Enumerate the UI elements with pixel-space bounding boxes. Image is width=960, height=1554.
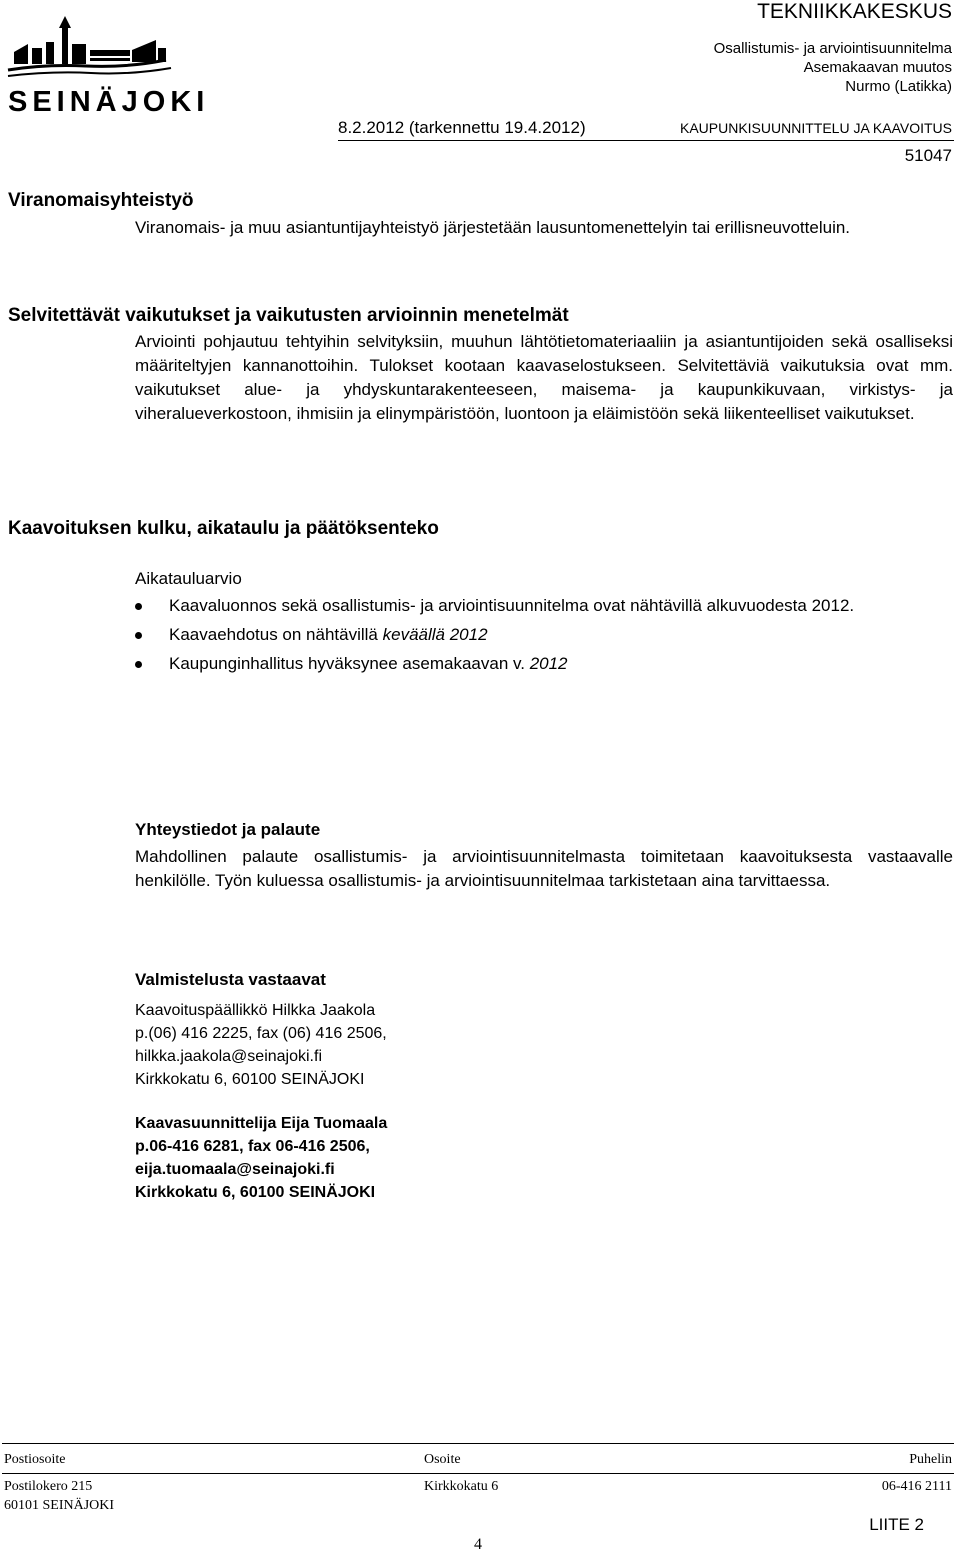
section-title-contact: Yhteystiedot ja palaute [135,820,321,839]
schedule-item-approval-year: 2012 [529,654,568,673]
person2-email: eija.tuomaala@seinajoki.fi [135,1161,335,1178]
document-subject: Asemakaavan muutos [803,59,952,76]
seinajoki-logo [6,14,210,124]
schedule-item-draft: Kaavaluonnos sekä osallistumis- ja arviointisuunnitelma ovat nähtävillä alkuvuodesta 2012. [169,596,855,615]
unit-name: KAUPUNKISUUNNITTELU JA KAAVOITUS [679,120,952,136]
document-type: Osallistumis- ja arviointisuunnitelma [713,40,952,57]
footer-postal-code: 60101 SEINÄJOKI [4,1498,115,1513]
bullet-icon [135,661,142,668]
document-number: 51047 [904,146,952,165]
list-item [135,594,953,618]
city-skyline-icon [6,14,176,84]
footer-postal-label: Postiosoite [4,1452,66,1467]
document-date: 8.2.2012 (tarkennettu 19.4.2012) [338,118,586,137]
person1-address: Kirkkokatu 6, 60100 SEINÄJOKI [135,1071,365,1088]
section-title-responsible: Valmistelusta vastaavat [135,970,326,989]
schedule-item-proposal: Kaavaehdotus on nähtävillä [169,625,383,644]
schedule-subtitle: Aikatauluarvio [135,569,242,588]
footer-divider-bottom [2,1473,954,1474]
footer-address-label: Osoite [424,1452,461,1467]
schedule-list [135,594,953,681]
section-title-impacts: Selvitettävät vaikutukset ja vaikutusten arvioinnin menetelmät [8,305,569,326]
person1-phone: p.(06) 416 2225, fax (06) 416 2506, [135,1025,387,1042]
bullet-icon [135,632,142,639]
footer-divider-top [2,1443,954,1444]
impacts-text: Arviointi pohjautuu tehtyihin selvityksiin, muuhun lähtötietomateriaaliin ja asiantuntijoiden sekä osalliseksi määriteltyjen kannanottoihin. Tulokset kootaan kaavaselostukseen. Selvitettäviä vaikutuksia ovat mm. vaikutukset alue- ja yhdyskuntarakenteeseen, maisema- ja kaupunkikuvaan, virkistys- ja viheralueverkostoon, ihmisiin ja elinympäristöön, luontoon ja eläimistöön sekä liikenteelliset vaikutukset. [135,332,953,423]
person2-address: Kirkkokatu 6, 60100 SEINÄJOKI [135,1184,376,1201]
header-divider [338,140,954,141]
footer-street: Kirkkokatu 6 [424,1479,499,1494]
page-number: 4 [474,1536,482,1553]
list-item [135,623,953,647]
contact-text: Mahdollinen palaute osallistumis- ja arviointisuunnitelmasta toimitetaan kaavoituksesta vastaavalle henkilölle. Työn kuluessa osallistumis- ja arviointisuunnitelmaa tarkistetaan aina tarvittaessa. [135,847,953,890]
department-name: TEKNIIKKAKESKUS [757,0,952,23]
attachment-label: LIITE 2 [869,1515,924,1534]
footer-phone-label: Puhelin [909,1452,952,1467]
section-title-process: Kaavoituksen kulku, aikataulu ja päätöksenteko [8,518,439,539]
person2-name: Kaavasuunnittelija Eija Tuomaala [135,1115,388,1132]
schedule-item-proposal-time: keväällä 2012 [382,625,488,644]
footer-phone: 06-416 2111 [881,1479,952,1494]
planning-area: Nurmo (Latikka) [845,78,952,95]
person1-email: hilkka.jaakola@seinajoki.fi [135,1048,322,1065]
person1-name: Kaavoituspäällikkö Hilkka Jaakola [135,1002,376,1019]
logo-wordmark: SEINÄJOKI [8,86,210,118]
bullet-icon [135,603,142,610]
schedule-item-approval: Kaupunginhallitus hyväksynee asemakaavan v. [169,654,530,673]
footer-postal-box: Postilokero 215 [4,1479,93,1494]
list-item [135,652,953,676]
authority-text: Viranomais- ja muu asiantuntijayhteistyö järjestetään lausuntomenettelyin tai erillisneuvotteluin. [135,218,851,237]
section-title-authority: Viranomaisyhteistyö [8,190,194,211]
person2-phone: p.06-416 6281, fax 06-416 2506, [135,1138,370,1155]
